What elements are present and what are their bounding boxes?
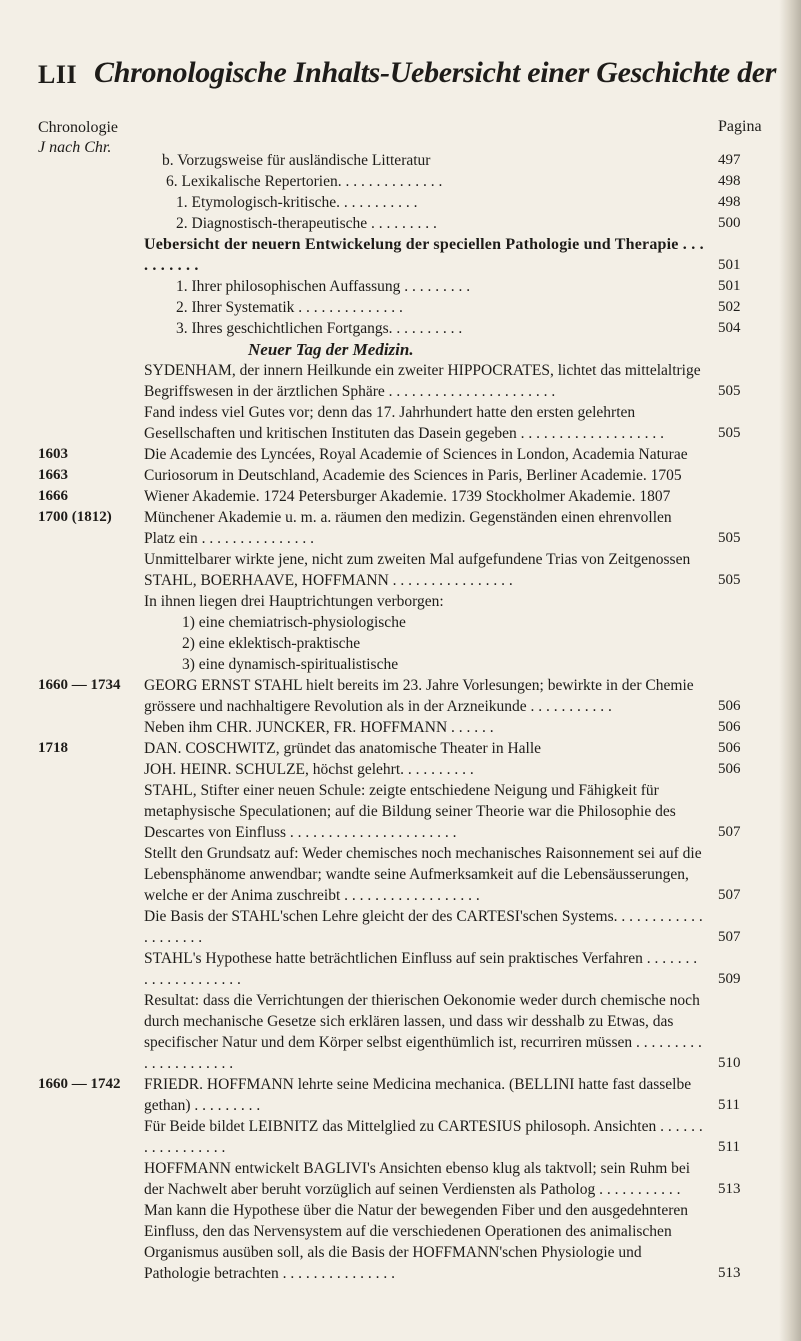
entry-page-number: 505: [718, 425, 741, 441]
entry-text: Uebersicht der neuern Entwickelung der speciellen Pathologie und Therapie . . . . . . . . . .: [144, 236, 704, 274]
entry-page-number: 504: [718, 320, 741, 336]
running-header: [38, 56, 778, 104]
entry-row: [0, 276, 801, 297]
entry-page-number: 498: [718, 173, 741, 189]
entry-row: [0, 192, 801, 213]
entry-page-number: 506: [718, 761, 741, 777]
entry-page-number: 513: [718, 1265, 741, 1281]
entry-row: [0, 990, 801, 1074]
entry-row: [0, 759, 801, 780]
page-number: LII: [38, 60, 78, 89]
entry-text: Resultat: dass die Verrichtungen der thierischen Oekonomie weder durch chemische noch durch mechanische Gesetze sich erklären lassen, und dass wir desshalb zu Etwas, das specifischer Natur und dem Körper selbst eigenthümlich ist, recurriren müssen . . . . . . . . . . . . . . . . . . . . .: [144, 992, 702, 1072]
entry-text: 2. Diagnostisch-therapeutische . . . . . . . . .: [176, 215, 437, 232]
entry-row: [0, 1158, 801, 1200]
entry-row: [0, 297, 801, 318]
entry-row: [0, 738, 801, 759]
entry-text: Stellt den Grundsatz auf: Weder chemisches noch mechanisches Raisonnement sei auf die Lebensphänome anwendbar; wandte seine Aufmerksamkeit auf die Lebensäusserungen, welche er der Anima zuschreibt . . . . . . . . . . . . . . . . . .: [144, 845, 702, 904]
entry-text: Die Basis der STAHL'schen Lehre gleicht der des CARTESI'schen Systems. . . . . . . . . . . . . . . . . . . .: [144, 908, 703, 946]
entry-page-number: 505: [718, 383, 741, 399]
entry-page-number: 506: [718, 719, 741, 735]
entry-text: 1. Ihrer philosophischen Auffassung . . . . . . . . .: [176, 278, 471, 295]
entry-row: [0, 675, 801, 717]
pagina-label: Pagina: [718, 118, 762, 135]
entry-row: [0, 591, 801, 612]
entry-row: [0, 318, 801, 339]
entry-page-number: 510: [718, 1055, 741, 1071]
entry-text: STAHL, Stifter einer neuen Schule: zeigte entschiedene Neigung und Fähigkeit für metaphysische Speculationen; auf die Bildung seiner Theorie war die Philosophie des Descartes von Einfluss . . . . . . . . . . . . . . . . . . . . . .: [144, 782, 676, 841]
entry-text: Unmittelbarer wirkte jene, nicht zum zweiten Mal aufgefundene Trias von Zeitgenossen STAHL, BOERHAAVE, HOFFMANN . . . . . . . . . . . . . . . .: [144, 551, 691, 589]
entry-page-number: 511: [718, 1097, 740, 1113]
entry-page-number: 505: [718, 530, 741, 546]
entry-row: [0, 444, 801, 549]
running-title: Chronologische Inhalts-Uebersicht einer Geschichte der: [94, 56, 777, 89]
entry-page-number: 507: [718, 929, 741, 945]
entry-row: [0, 234, 801, 276]
entry-page-number: 497: [718, 152, 741, 168]
entry-text: JOH. HEINR. SCHULZE, höchst gelehrt. . . . . . . . . .: [144, 761, 474, 778]
entry-year: 1660 — 1734: [38, 677, 121, 693]
entry-text: Neben ihm CHR. JUNCKER, FR. HOFFMANN . . . . . .: [144, 719, 494, 736]
entry-row: [0, 360, 801, 402]
entry-page-number: 509: [718, 971, 741, 987]
entry-text: Die Academie des Lyncées, Royal Academie of Sciences in London, Academia Naturae Curiosorum in Deutschland, Academie des Sciences in Paris, Berliner Academie. 1705 Wiener Akademie. 1724 Petersburger Akademie. 1739 Stockholmer Akademie. 1807 Münchener Akademie u. m. a. räumen den medizin. Gegenständen einen ehrenvollen Platz ein . . . . . . . . . . . . . . .: [144, 446, 688, 547]
entry-page-number: 511: [718, 1139, 740, 1155]
entry-text: STAHL's Hypothese hatte beträchtlichen Einfluss auf sein praktisches Verfahren . . . . . . . . . . . . . . . . . . . .: [144, 950, 698, 988]
entry-text: Neuer Tag der Medizin.: [248, 340, 414, 359]
entry-page-number: 506: [718, 740, 741, 756]
entry-page-number: 500: [718, 215, 741, 231]
entry-row: [0, 1200, 801, 1284]
entry-page-number: 507: [718, 824, 741, 840]
entry-row: [0, 1074, 801, 1116]
entry-text: 2. Ihrer Systematik . . . . . . . . . . . . . .: [176, 299, 403, 316]
entry-row: [0, 402, 801, 444]
entry-page-number: 498: [718, 194, 741, 210]
entry-text: FRIEDR. HOFFMANN lehrte seine Medicina mechanica. (BELLINI hatte fast dasselbe gethan) . . . . . . . . .: [144, 1076, 692, 1114]
entry-text: HOFFMANN entwickelt BAGLIVI's Ansichten ebenso klug als taktvoll; sein Ruhm bei der Nachwelt aber beruht vorzüglich auf seinen Verdiensten als Patholog . . . . . . . . . . .: [144, 1160, 691, 1198]
entry-text: In ihnen liegen drei Hauptrichtungen verborgen:: [144, 593, 444, 610]
entry-list: [0, 150, 801, 1284]
chronologie-label: Chronologie: [38, 119, 118, 136]
chronologie-sublabel: J nach Chr.: [38, 139, 112, 156]
entry-text: DAN. COSCHWITZ, gründet das anatomische Theater in Halle: [144, 740, 542, 757]
entry-row: [0, 549, 801, 591]
entry-row: [0, 150, 801, 171]
entry-year: 1718: [38, 740, 68, 756]
entry-row: [0, 717, 801, 738]
entry-page-number: 507: [718, 887, 741, 903]
entry-text: Fand indess viel Gutes vor; denn das 17. Jahrhundert hatte den ersten gelehrten Gesellschaften und kritischen Instituten das Dasein gegeben . . . . . . . . . . . . . . . . . . .: [144, 404, 664, 442]
entry-text: 3. Ihres geschichtlichen Fortgangs. . . . . . . . . .: [176, 320, 463, 337]
entry-page-number: 501: [718, 278, 741, 294]
entry-page-number: 513: [718, 1181, 741, 1197]
entry-text: 1. Etymologisch-kritische. . . . . . . . . . .: [176, 194, 418, 211]
entry-text: Man kann die Hypothese über die Natur der bewegenden Fiber und den ausgedehnteren Einfluss, den das Nervensystem auf die verschiedenen Operationen des animalischen Organismus ausüben soll, als die Basis der HOFFMANN'schen Physiologie und Pathologie betrachten . . . . . . . . . . . . . . .: [144, 1202, 689, 1282]
entry-text: GEORG ERNST STAHL hielt bereits im 23. Jahre Vorlesungen; bewirkte in der Chemie grössere und nachhaltigere Revolution als in der Arzneikunde . . . . . . . . . . .: [144, 677, 694, 715]
entry-text: SYDENHAM, der innern Heilkunde ein zweiter HIPPOCRATES, lichtet das mittelaltrige Begriffswesen in der ärztlichen Sphäre . . . . . . . . . . . . . . . . . . . . . .: [144, 362, 701, 400]
entry-text: 6. Lexikalische Repertorien. . . . . . . . . . . . . .: [166, 173, 443, 190]
entry-row: [0, 213, 801, 234]
entry-text: 1) eine chemiatrisch-physiologische 2) eine eklektisch-praktische 3) eine dynamisch-spiritualistische: [182, 614, 406, 673]
entry-year: 1603 1663 1666 1700 (1812): [38, 446, 112, 525]
entry-row: [0, 843, 801, 906]
entry-row: [0, 339, 801, 360]
entry-year: 1660 — 1742: [38, 1076, 121, 1092]
entry-row: [0, 906, 801, 948]
entry-page-number: 502: [718, 299, 741, 315]
entry-page-number: 506: [718, 698, 741, 714]
entry-page-number: 501: [718, 257, 741, 273]
entry-row: [0, 171, 801, 192]
entry-text: b. Vorzugsweise für ausländische Litteratur: [162, 152, 431, 169]
entry-row: [0, 612, 801, 675]
entry-row: [0, 780, 801, 843]
entry-row: [0, 948, 801, 990]
entry-page-number: 505: [718, 572, 741, 588]
entry-row: [0, 1116, 801, 1158]
entry-text: Für Beide bildet LEIBNITZ das Mittelglied zu CARTESIUS philosoph. Ansichten . . . . . . . . . . . . . . . . .: [144, 1118, 703, 1156]
